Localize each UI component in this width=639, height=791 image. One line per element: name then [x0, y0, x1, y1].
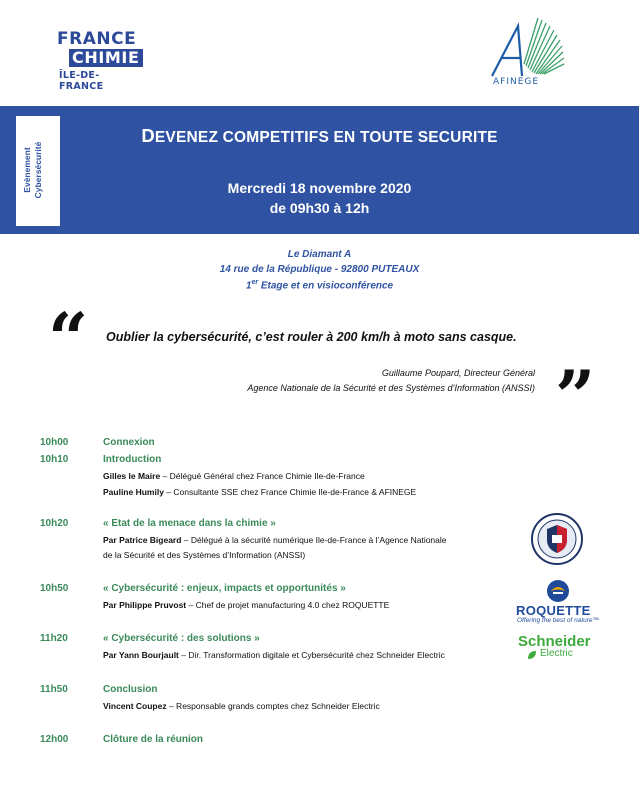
page-title-initial: D: [141, 125, 155, 146]
venue-floor-sup: er: [251, 279, 259, 286]
speaker-name: Gilles le Maire: [103, 471, 161, 481]
event-date: Mercredi 18 novembre 2020: [227, 180, 412, 196]
anssi-seal-icon: [531, 513, 583, 565]
event-badge-line1: Evènement: [22, 147, 32, 193]
speaker-name: Par Philippe Pruvost: [103, 600, 187, 610]
program-time: 10h10: [40, 454, 69, 465]
program-time: 10h50: [40, 583, 69, 594]
program-title: Introduction: [103, 454, 162, 465]
roquette-emblem-icon: [546, 579, 570, 603]
speaker-role: – Chef de projet manufacturing 4.0 chez ROQUETTE: [186, 600, 390, 610]
page-title: [0, 125, 639, 147]
program-speaker-line: [103, 471, 365, 481]
speaker-role: – Consultante SSE chez France Chimie Ile-de-France & AFINEGE: [163, 487, 417, 497]
program-speaker-line: [103, 600, 389, 610]
afinege-logo: [478, 14, 568, 94]
roquette-logo-name: ROQUETTE: [516, 603, 591, 618]
quote-author-org: Agence Nationale de la Sécurité et des Systèmes d’Information (ANSSI): [247, 383, 535, 393]
speaker-name: Par Patrice Bigeard: [103, 535, 182, 545]
program-title: « Cybersécurité : enjeux, impacts et opportunités »: [103, 583, 346, 594]
france-chimie-logo: [57, 29, 140, 92]
france-chimie-logo-line3: ÎLE-DE-FRANCE: [59, 70, 104, 92]
program-time: 10h00: [40, 437, 69, 448]
program-speaker-line: [103, 701, 380, 711]
program-title: « Cybersécurité : des solutions »: [103, 633, 260, 644]
speaker-name: Pauline Humily: [103, 487, 164, 497]
quote-text: Oublier la cybersécurité, c’est rouler à 200 km/h à moto sans casque.: [106, 330, 517, 344]
speaker-name: Vincent Coupez: [103, 701, 167, 711]
speaker-role: – Responsable grands comptes chez Schneider Electric: [166, 701, 380, 711]
program-time: 12h00: [40, 734, 69, 745]
venue-address: 14 rue de la République - 92800 PUTEAUX: [219, 264, 420, 275]
program-speaker-line: [103, 650, 445, 660]
speaker-role: – Délégué Général chez France Chimie Ile-de-France: [160, 471, 365, 481]
venue-floor-rest: Etage et en visioconférence: [258, 280, 394, 292]
program-time: 11h20: [40, 633, 68, 644]
program-speaker-line: [103, 550, 305, 560]
program-speaker-line: [103, 535, 447, 545]
quote-author: Guillaume Poupard, Directeur Général: [381, 368, 535, 378]
france-chimie-logo-line1: FRANCE: [57, 29, 137, 49]
speaker-role: de la Sécurité et des Systèmes d’Information (ANSSI): [103, 550, 306, 560]
program-speaker-line: [103, 487, 416, 497]
program-time: 11h50: [40, 684, 68, 695]
afinege-logo-name: AFINEGE: [493, 77, 540, 87]
venue-name: Le Diamant A: [287, 249, 352, 260]
event-badge-line2: Cybersécurité: [33, 141, 43, 199]
event-hours: de 09h30 à 12h: [269, 200, 370, 216]
speaker-role: – Délégué à la sécurité numérique Ile-de-France à l’Agence Nationale: [181, 535, 447, 545]
page-title-rest: EVENEZ COMPETITIFS EN TOUTE SECURITE: [154, 129, 498, 146]
schneider-leaf-icon: [526, 648, 538, 660]
program-title: Clôture de la réunion: [103, 734, 204, 745]
schneider-logo-line1: Schneider: [518, 633, 591, 650]
open-quote-icon: “: [48, 297, 89, 380]
venue-floor: [0, 279, 639, 291]
program-time: 10h20: [40, 518, 69, 529]
speaker-role: – Dir. Transformation digitale et Cybersécurité chez Schneider Electric: [178, 650, 445, 660]
close-quote-icon: ”: [555, 355, 596, 438]
speaker-name: Par Yann Bourjault: [103, 650, 179, 660]
venue-floor-prefix: 1: [245, 280, 252, 292]
program-title: Connexion: [103, 437, 155, 448]
program-title: « Etat de la menace dans la chimie »: [103, 518, 276, 529]
program-title: Conclusion: [103, 684, 158, 695]
roquette-logo-tagline: Offering the best of nature™: [517, 617, 600, 624]
france-chimie-logo-line2: CHIMIE: [69, 49, 143, 67]
schneider-logo-line2: Electric: [540, 648, 573, 659]
